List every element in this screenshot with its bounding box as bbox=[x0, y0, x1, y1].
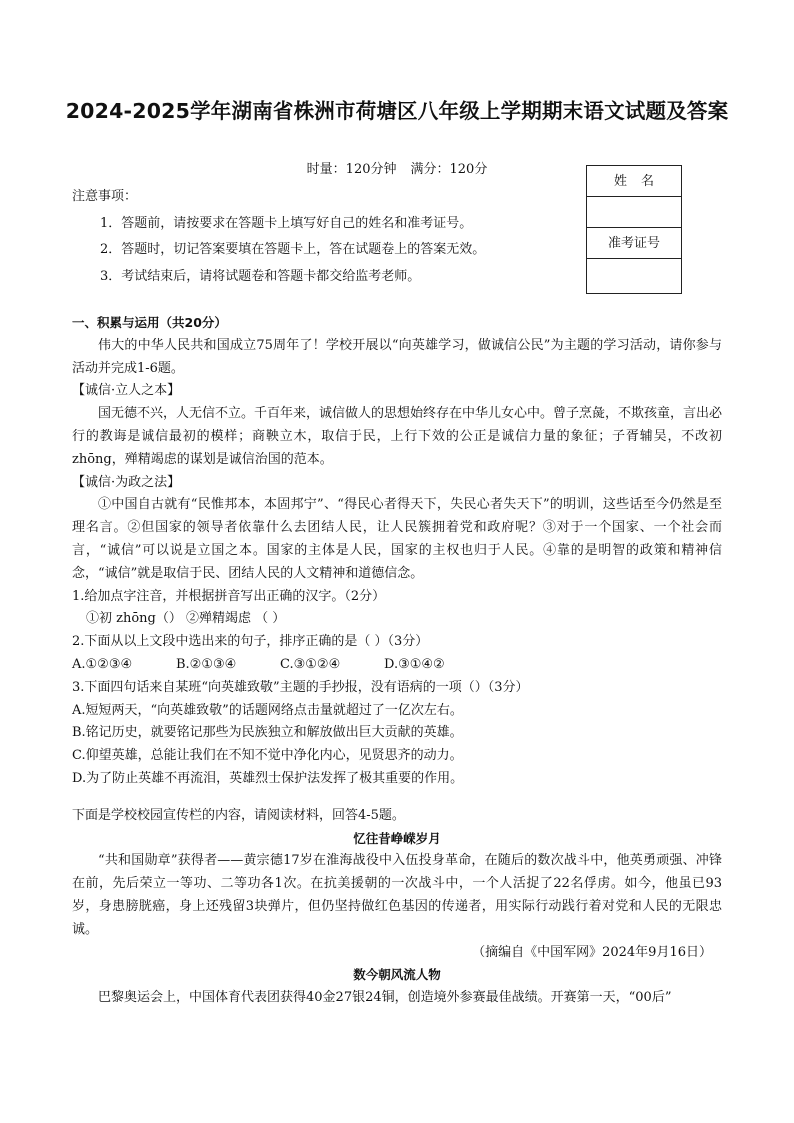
blank-1: ①初 zhōng（） bbox=[86, 611, 182, 627]
exam-body bbox=[72, 312, 722, 1010]
name-field[interactable] bbox=[587, 197, 681, 228]
question-2: 2.下面从以上文段中选出来的句子，排序正确的是（ ）（3分） bbox=[72, 634, 429, 650]
question-3: 3.下面四句话来自某班“向英雄致敬”主题的手抄报，没有语病的一项（）（3分） bbox=[72, 679, 529, 695]
spacer bbox=[72, 791, 722, 805]
id-label: 准考证号 bbox=[587, 228, 681, 259]
option: B.②①③④ bbox=[176, 656, 237, 672]
option: A.短短两天，“向英雄致敬”的话题网络点击量就超过了一亿次左右。 bbox=[72, 702, 463, 718]
notes bbox=[72, 184, 572, 290]
notes-item: 3．考试结束后，请将试题卷和答题卡都交给监考老师。 bbox=[100, 268, 421, 284]
option: C.③①②④ bbox=[280, 656, 341, 672]
question-1: 1.给加点字注音，并根据拼音写出正确的汉字。（2分） bbox=[72, 588, 386, 604]
page-title: 2024-2025学年湖南省株洲市荷塘区八年级上学期期末语文试题及答案 bbox=[65, 99, 729, 123]
name-label: 姓名 bbox=[587, 166, 681, 197]
full-score: 满分：120分 bbox=[410, 162, 488, 177]
sub-heading: 【诚信·为政之法】 bbox=[72, 474, 181, 490]
question-2-options bbox=[72, 654, 722, 677]
article-title: 忆往昔峥嵘岁月 bbox=[353, 830, 441, 846]
article-title: 数今朝风流人物 bbox=[353, 967, 441, 983]
article-text: 巴黎奥运会上，中国体育代表团获得40金27银24铜，创造境外参赛最佳战绩。开赛第一天，“00后” bbox=[98, 990, 672, 1006]
section-heading: 一、积累与运用（共20分） bbox=[72, 315, 227, 330]
paragraph: ①中国自古就有“民惟邦本，本固邦宁”、“得民心者得天下，失民心者失天下”的明训，这些话至今仍然是至理名言。②但国家的领导者依靠什么去团结人民，让人民簇拥着党和政府呢？③对于一个国家、一个社会而言，“诚信”可以说是立国之本。国家的主体是人民，国家的主权也归于人民。④靠的是明智的政策和精神信念，“诚信”就是取信于民、团结人民的人文精神和道德信念。 bbox=[72, 497, 722, 581]
option: C.仰望英雄，总能让我们在不知不觉中净化内心，见贤思齐的动力。 bbox=[72, 748, 463, 764]
option: A.①②③④ bbox=[72, 656, 133, 672]
option: B.铭记历史，就要铭记那些为民族独立和解放做出巨大贡献的英雄。 bbox=[72, 725, 463, 741]
notes-heading: 注意事项： bbox=[72, 189, 138, 204]
id-field[interactable] bbox=[587, 259, 681, 290]
name-box bbox=[586, 165, 682, 294]
time-limit: 时量：120分钟 bbox=[306, 162, 397, 177]
paragraph: 国无德不兴，人无信不立。千百年来，诚信做人的思想始终存在中华儿女心中。曾子烹彘，不欺孩童，言出必行的教诲是诚信最初的模样；商鞅立木，取信于民，上行下效的公正是诚信力量的象征；子胥辅吴，不改初zhōng，殚精竭虑的谋划是诚信治国的范本。 bbox=[72, 406, 723, 467]
section-intro: 伟大的中华人民共和国成立75周年了！学校开展以“向英雄学习，做诚信公民”为主题的学习活动，请你参与活动并完成1-6题。 bbox=[72, 337, 722, 376]
blank-2: ②殚精竭虑 （ ） bbox=[186, 611, 286, 627]
option: D.为了防止英雄不再流泪，英雄烈士保护法发挥了极其重要的作用。 bbox=[72, 770, 464, 786]
question-1-blanks bbox=[72, 608, 722, 631]
option: D.③①④② bbox=[384, 656, 445, 672]
sub-heading: 【诚信·立人之本】 bbox=[72, 383, 181, 399]
article-text: “共和国勋章”获得者——黄宗德17岁在淮海战役中入伍投身革命，在随后的数次战斗中，他英勇顽强、冲锋在前，先后荣立一等功、二等功各1次。在抗美援朝的一次战斗中，一个人活捉了22名俘虏。如今，他虽已93岁，身患膀胱癌，身上还残留3块弹片，但仍坚持做红色基因的传递者，用实际行动践行着对党和人民的无限忠诚。 bbox=[72, 853, 722, 937]
notes-item: 2．答题时，切记答案要填在答题卡上，答在试题卷上的答案无效。 bbox=[100, 242, 486, 257]
notes-item: 1．答题前，请按要求在答题卡上填写好自己的姓名和准考证号。 bbox=[100, 215, 473, 231]
article-source: （摘编自《中国军网》2024年9月16日） bbox=[472, 944, 712, 960]
reading-intro: 下面是学校校园宣传栏的内容，请阅读材料，回答4-5题。 bbox=[72, 807, 405, 823]
